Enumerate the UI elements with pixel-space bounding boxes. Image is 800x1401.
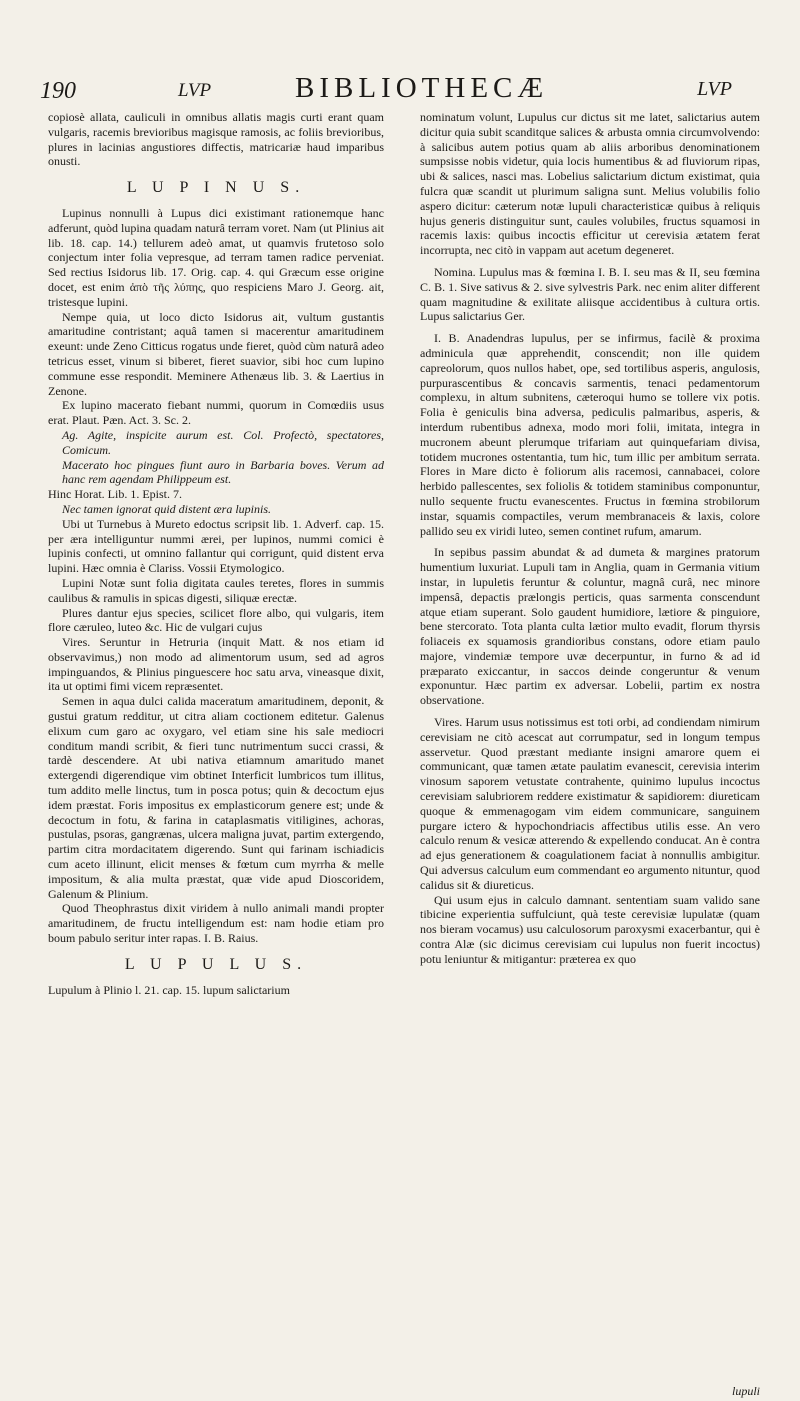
paragraph: Vires. Harum usus notissimus est toti orbi, ad condiendam nimirum cerevisiam ne citò acescat aut corrumpatur, sed in longum tempus asservetur. Quod præstant mediante insigni amarore quem ei communicant, quæ tamen ætate paulatim evanescit, cerevisia interim vinosum saporem vetustate contrahente, quinimo lupulus incoctus cerevisiam salubriorem reddere existimatur & sapidiorem: diureticam quoque & emmenagogam vim eidem communicare, sanguinem purgare ictero & hypochondriacis affectibus utilis esse. An vero calculo renum & vesicæ atterendo & expellendo conducat. An è contra ad ejus generationem & coagulationem faciat à nonnullis ambigitur. Qui adversus calculum eum commendant eo argumento nituntur, quod calidus sit & diureticus. bbox=[420, 715, 760, 892]
running-header bbox=[40, 72, 760, 112]
paragraph: Nomina. Lupulus mas & fœmina I. B. I. seu mas & II, seu fœmina C. B. 1. Sive sativus & 2. sive sylvestris Park. nec enim aliter different quam magnitudine & exilitate aliisque accidentibus à cultura ortis. Lupus salictarius Ger. bbox=[420, 264, 760, 324]
header-left-word: LVP bbox=[178, 80, 212, 101]
quotation: Nec tamen ignorat quid distent æra lupinis. bbox=[62, 501, 271, 516]
page-number: 190 bbox=[40, 78, 76, 104]
paragraph: Lupulum à Plinio l. 21. cap. 15. lupum salictarium bbox=[48, 982, 290, 997]
paragraph: Ubi ut Turnebus à Mureto edoctus scripsit lib. 1. Adverf. cap. 15. per æra intelliguntur nummi ærei, per lupinos, nummi comici è lupinis confecti, ut omnino fallantur qui corrigunt, quid distent erva lupini. Hæc omnia è Clariss. Vossii Etymologico. bbox=[48, 516, 384, 576]
catchword: lupuli bbox=[731, 1384, 760, 1398]
paragraph: Ex lupino macerato fiebant nummi, quorum in Comœdiis usus erat. Plaut. Pæn. Act. 3. Sc. 2. bbox=[48, 398, 384, 428]
paragraph: Qui usum ejus in calculo damnant. sententiam suam valido sane tibicine experientia suffulciunt, quà teste cerevisiæ lupulatæ (quam nos bieram vocamus) usu calculosorum paroxysmi exacerbantur, qui è contra Alæ (sic dicimus cerevisiam cui lupulus non fuerit incoctus) potu leniuntur & mitigantur: præterea ex quo bbox=[420, 892, 760, 966]
paragraph: Lupinus nonnulli à Lupus dici existimant rationemque hanc adferunt, quòd lupina quadam naturâ terram voret. Nam (ut Plinius ait lib. 18. cap. 14.) tellurem adeò amat, ut quamvis frutetoso solo conjectum inter folia vepresque, ad terram tamen radice perveniat. Sed rectius Isidorus lib. 17. Orig. cap. 4. qui Græcum esse origine docet, est enim ἀπὸ τῆς λύπης, quo respiciens Maro J. Georg. ait, tristesque lupini. bbox=[48, 205, 384, 309]
paragraph: nominatum volunt, Lupulus cur dictus sit me latet, salictarius autem dicitur quia subit scanditque salices & arbusta omnia circumvolvendo: à salicibus autem potius quam ab aliis arboribus denominationem sumpsisse nobis videtur, quia locis humentibus & ad fluviorum ripas, ubi & salices, nasci mas. Lobelius salictarium dictum existimat, quia fulcra quæ scandit ut plurimum saligna sunt. Melius volubilis folio aspero dicitur: cæterum notæ lupuli characteristicæ quibus à reliquis hujus generis distinguitur sunt, caules volubiles, fructus squamosi in racemis laxis: quibus incoctis efficitur ut cerevisia ætatem ferat incorrupta, nec citò in vappam aut acetum degeneret. bbox=[420, 110, 760, 258]
header-right-word: LVP bbox=[697, 78, 732, 100]
paragraph: Quod Theophrastus dixit viridem à nullo animali mandi propter amaritudinem, de fructu intelligendum est: nam hodie etiam pro boum pabulo seritur inter rapas. I. B. Raius. bbox=[48, 901, 384, 946]
paragraph: Plures dantur ejus species, scilicet flore albo, qui vulgaris, item flore cæruleo, luteo &c. Hic de vulgari cujus bbox=[48, 605, 384, 635]
header-title: BIBLIOTHECÆ bbox=[295, 72, 549, 104]
paragraph: Lupini Notæ sunt folia digitata caules teretes, flores in summis caulibus & ramulis in spicas digesti, siliquæ erectæ. bbox=[48, 575, 384, 605]
paragraph: Semen in aqua dulci calida maceratum amaritudinem, deponit, & gustui gratum redditur, ut citra aliam coctionem editetur. Galenus elixum cum garo ac oxygaro, vel etiam sine his sale mediocri conditum mandi scribit, & fieri tunc nutrimentum succi crassi, & tardè descendere. At ubi nativa etiamnum amaritudo manet extergendi digerendique vim obtinet Interficit lumbricos tum illitus, tum addito melle linctus, tum in posca potus; quin & decoctum ejus idem præstat. Foris impositus ex emplasticorum genere est; unde & decoctum in fotu, & farina in cataplasmatis vitiligines, achoras, pustulas, psoras, gangrænas, ulcera maligna juvat, partim extergendo, partim citra mordacitatem digerendo. Sunt qui farinam ischiadicis cum aceto illinunt, elicit menses & fœtum cum myrrha & melle impositum, & alia multa præstat, quæ vide apud Dioscoridem, Galenum & Plinium. bbox=[48, 694, 384, 901]
quotation: Macerato hoc pingues fiunt auro in Barbaria boves. Verum ad hanc rem agendam Philippeum est. bbox=[62, 457, 384, 487]
paragraph: I. B. Anadendras lupulus, per se infirmus, facilè & proxima adminicula quæ apprehendit, conscendit; non ille quidem capreolorum, quos nullos habet, ope, sed tortilibus asperis, angulosis, purpurascentibus & concavis sarmentis, tenaci pedamentorum complexu, in altum subnitens, cæteroqui humo se tollere vix potis. Folia è geniculis bina adversa, pediculis palmaribus, asperis, & interdum rubentibus adnexa, modo mori folii, imitata, integra in mucronem abeunt plerumque trifariam aut quinquefariam divisa, totidem mucrones ostentantia, tum hic, tum illic per ambitum serrata. Flores in Mare dicto è foliorum alis racemosi, cannabacei, colore herbido pallescentes, sex foliolis & totidem staminibus componuntur, nullo sequente fructu evanescentes. Fructus in fœmina strobilorum instar, squamis compactiles, verum membranaceis & laxis, colore pallido seu ex viridi luteo, semen continet rufum, amarum. bbox=[420, 331, 760, 538]
left-column bbox=[48, 110, 384, 997]
quotation: Ag. Agite, inspicite aurum est. Col. Profectò, spectatores, Comicum. bbox=[62, 427, 384, 457]
paragraph: Hinc Horat. Lib. 1. Epist. 7. bbox=[48, 487, 182, 502]
right-column bbox=[420, 110, 760, 967]
paragraph: In sepibus passim abundat & ad dumeta & margines pratorum humentium luxuriat. Lupuli tam in Anglia, quam in Germania vitium instar, in lupuletis feruntur & coluntur, magnâ curâ, nec minore impensâ, depactis prælongis perticis, quas sarmenta conscendunt atque etiam superant. Solo gaudent humidiore, lætiore & pinguiore, bene stercorato. Tota planta culta lætior multo evadit, florum thyrsis foliaceis ex squamosis grandioribus constans, odore etiam paulo majore, vindemiæ tempore uvæ decerpuntur, in furno & ad id præparato exiccantur, in saccos deinde congeruntur & venum exponuntur. Hæc partim ex adversar. Lobelii, partim ex nostra observatione. bbox=[420, 545, 760, 708]
section-heading-lupulus: L U P U L U S. bbox=[124, 955, 308, 973]
section-heading-lupinus: L U P I N U S. bbox=[126, 179, 306, 197]
paragraph: Nempe quia, ut loco dicto Isidorus ait, vultum gustantis amaritudine contristant; aquâ tamen si macerentur amaritudinem exeunt: unde Zeno Citticus rogatus unde fieret, quòd cùm naturâ adeo tetricus esset, vinum si biberet, fieret suavior, sibi hoc cum lupino commune esse respondit. Meminere Athenæus lib. 3. & Laertius in Zenone. bbox=[48, 309, 384, 398]
paragraph: Vires. Seruntur in Hetruria (inquit Matt. & nos etiam id observavimus,) non modo ad alimentorum usum, sed ad agros impinguandos, & Plinius pinguescere hoc satu arva, vineasque dixit, ita ut optimi fimi vicem repræsentet. bbox=[48, 635, 384, 694]
paragraph: copiosè allata, cauliculi in omnibus allatis magis curti erant quam vulgaris, racemis brevioribus magisque ramosis, ac foliis brevioribus, plures in lacinias angustiores diffectis, matricariæ haud imparibus onusti. bbox=[48, 110, 384, 169]
